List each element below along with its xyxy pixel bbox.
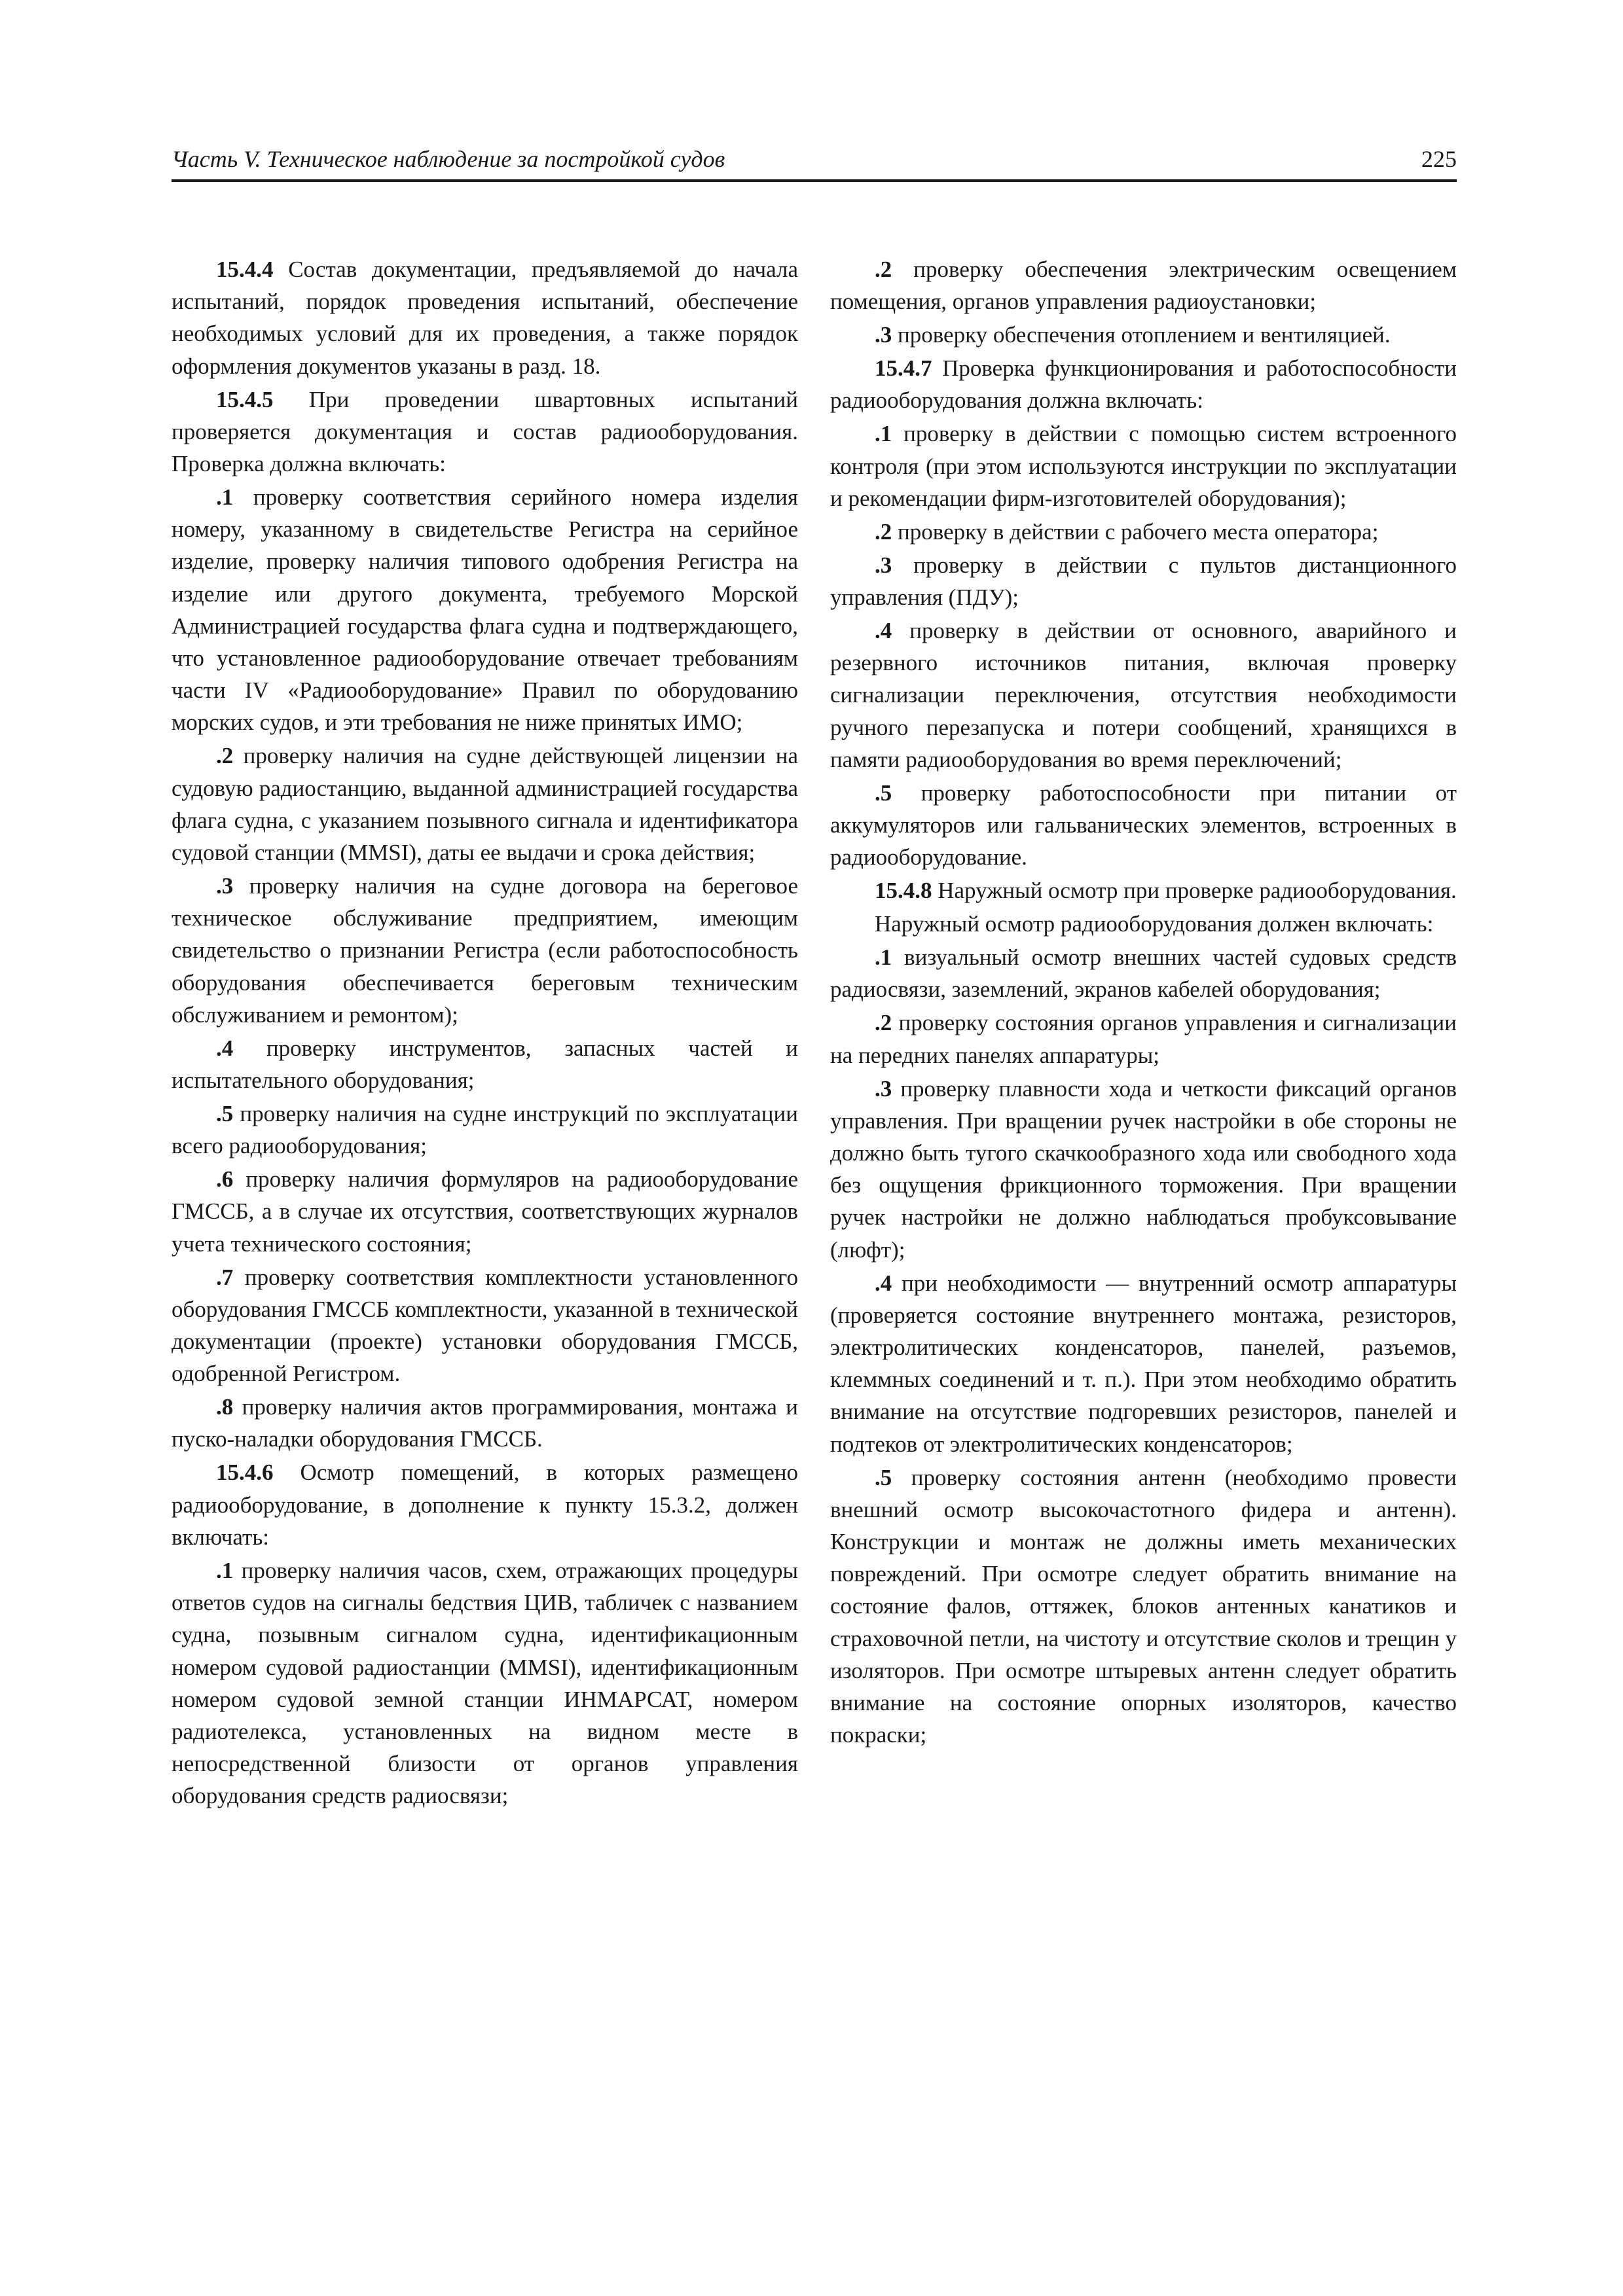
paragraph-text: проверку в действии с помощью систем встроенного контроля (при этом используются инструкции по эксплуатации и рекомендации фирм-изготовителей оборудования); <box>830 421 1457 511</box>
item-number: .2 <box>875 518 892 545</box>
header-title: Часть V. Техническое наблюдение за постройкой судов <box>172 146 725 172</box>
paragraph-text: Наружный осмотр радиооборудования должен включать: <box>875 911 1434 937</box>
paragraph <box>172 1163 798 1260</box>
running-header <box>172 147 1457 182</box>
item-number: .1 <box>875 421 892 447</box>
item-number: .6 <box>216 1166 234 1193</box>
paragraph <box>172 1032 798 1096</box>
paragraph-text: проверку наличия на судне действующей лицензии на судовую радиостанцию, выданной администрацией государства флага судна, с указанием позывного сигнала и идентификатора судовой станции (MMSI), даты ее выдачи и срока действия; <box>172 743 798 866</box>
paragraph-text: проверку наличия актов программирования, монтажа и пуско-наладки оборудования ГМССБ. <box>172 1394 798 1452</box>
paragraph <box>830 253 1457 317</box>
paragraph-text: проверку состояния антенн (необходимо провести внешний осмотр высокочастотного фидера и антенн). Конструкции и монтаж не должны иметь механических повреждений. При осмотре следует обратить внимание на состояние фалов, оттяжек, блоков антенных канатиков и страховочной петли, на чистоту и отсутствие сколов и трещин у изоляторов. При осмотре штыревых антенн следует обратить внимание на состояние опорных изоляторов, качество покраски; <box>830 1464 1457 1748</box>
paragraph <box>172 1261 798 1390</box>
item-number: .5 <box>875 1464 892 1490</box>
item-number: 15.4.8 <box>875 878 932 904</box>
item-number: .2 <box>216 743 234 769</box>
item-number: .4 <box>875 1270 892 1296</box>
paragraph-text: Проверка функционирования и работоспособности радиооборудования должна включать: <box>830 355 1457 414</box>
paragraph-text: проверку работоспособности при питании от аккумуляторов или гальванических элементов, встроенных в радиооборудование. <box>830 780 1457 870</box>
item-number: 15.4.7 <box>875 355 932 382</box>
paragraph-text: проверку наличия формуляров на радиооборудование ГМССБ, а в случае их отсутствия, соответствующих журналов учета технического состояния; <box>172 1166 798 1257</box>
item-number: .4 <box>216 1035 234 1061</box>
paragraph <box>172 1391 798 1455</box>
paragraph-text: визуальный осмотр внешних частей судовых средств радиосвязи, заземлений, экранов кабелей оборудования; <box>830 944 1457 1003</box>
paragraph-text: проверку инструментов, запасных частей и испытательного оборудования; <box>172 1035 798 1094</box>
item-number: .3 <box>216 873 234 899</box>
item-number: .1 <box>216 1557 234 1583</box>
paragraph-text: при необходимости — внутренний осмотр аппаратуры (проверяется состояние внутреннего монтажа, резисторов, электролитических конденсаторов, панелей, разъемов, клеммных соединений и т. п.). При этом необходимо обратить внимание на отсутствие подгоревших резисторов, панелей и подтеков от электролитических конденсаторов; <box>830 1270 1457 1457</box>
paragraph-text: проверку соответствия комплектности установленного оборудования ГМССБ комплектности, указанной в технической документации (проекте) установки оборудования ГМССБ, одобренной Регистром. <box>172 1264 798 1387</box>
paragraph <box>172 253 798 382</box>
item-number: .2 <box>875 257 892 282</box>
paragraph <box>830 352 1457 416</box>
paragraph-text: проверку в действии от основного, аварийного и резервного источников питания, включая проверку сигнализации переключения, отсутствия необходимости ручного перезапуска и потери сообщений, хранящихся в памяти радиооборудования во время переключений; <box>830 618 1457 772</box>
paragraph <box>830 777 1457 874</box>
paragraph-text: Осмотр помещений, в которых размещено радиооборудование, в дополнение к пункту 15.3.2, должен включать: <box>172 1460 798 1550</box>
right-column <box>830 253 1457 1752</box>
paragraph-text: проверку наличия часов, схем, отражающих процедуры ответов судов на сигналы бедствия ЦИВ, табличек с названием судна, позывным сигналом судна, идентификационным номером судовой радиостанции (MMSI), идентификационным номером судовой земной станции ИНМАРСАТ, номером радиотелекса, установленных на видном месте в непосредственной близости от органов управления оборудования средств радиосвязи; <box>172 1557 798 1809</box>
paragraph <box>172 1098 798 1162</box>
paragraph-text: проверку соответствия серийного номера изделия номеру, указанному в свидетельстве Регистра на серийное изделие, проверку наличия типового одобрения Регистра на изделие или другого документа, требуемого Морской Администрацией государства флага судна и подтверждающего, что установленное радиооборудование отвечает требованиям части IV «Радиооборудование» Правил по оборудованию морских судов, и эти требования не ниже принятых ИМО; <box>172 484 798 736</box>
item-number: .5 <box>216 1101 234 1127</box>
paragraph-text: проверку в действии с пультов дистанционного управления (ПДУ); <box>830 552 1457 611</box>
item-number: .4 <box>875 618 892 644</box>
paragraph-text: проверку плавности хода и четкости фиксаций органов управления. При вращении ручек настройки в обе стороны не должно быть тугого скачкообразного хода или свободного хода без ощущения фрикционного торможения. При вращении ручек настройки не должно наблюдаться пробуксовывание (люфт); <box>830 1075 1457 1263</box>
paragraph <box>830 1462 1457 1751</box>
paragraph <box>172 740 798 869</box>
paragraph <box>830 874 1457 906</box>
paragraph-text: При проведении швартовных испытаний проверяется документация и состав радиооборудования. Проверка должна включать: <box>172 386 798 477</box>
paragraph <box>830 418 1457 514</box>
item-number: .3 <box>875 1075 892 1102</box>
paragraph <box>830 1267 1457 1460</box>
paragraph <box>830 615 1457 776</box>
paragraph <box>830 908 1457 940</box>
paragraph <box>172 1554 798 1812</box>
paragraph <box>830 516 1457 548</box>
paragraph <box>830 549 1457 613</box>
paragraph-text: Состав документации, предъявляемой до начала испытаний, порядок проведения испытаний, обеспечение необходимых условий для их проведения, а также порядок оформления документов указаны в разд. 18. <box>172 257 798 379</box>
left-column <box>172 253 798 1813</box>
item-number: 15.4.6 <box>216 1460 274 1486</box>
paragraph-text: проверку обеспечения отоплением и вентиляцией. <box>892 322 1391 348</box>
paragraph-text: проверку состояния органов управления и сигнализации на передних панелях аппаратуры; <box>830 1010 1457 1068</box>
paragraph <box>172 1456 798 1553</box>
paragraph <box>172 870 798 1031</box>
paragraph <box>830 1073 1457 1266</box>
paragraph <box>830 941 1457 1005</box>
paragraph-text: проверку наличия на судне договора на береговое техническое обслуживание предприятием, имеющим свидетельство о признании Регистра (если работоспособность оборудования обеспечивается береговым техническим обслуживанием и ремонтом); <box>172 873 798 1028</box>
item-number: .1 <box>216 484 234 511</box>
paragraph-text: проверку в действии с рабочего места оператора; <box>892 518 1379 545</box>
paragraph-text: проверку обеспечения электрическим освещением помещения, органов управления радиоустановки; <box>830 257 1457 315</box>
paragraph <box>830 319 1457 351</box>
item-number: .1 <box>875 944 892 971</box>
page-number: 225 <box>1421 146 1457 172</box>
item-number: .7 <box>216 1264 234 1290</box>
item-number: .3 <box>875 322 892 348</box>
item-number: .5 <box>875 780 892 806</box>
item-number: 15.4.5 <box>216 386 274 412</box>
paragraph <box>172 384 798 480</box>
item-number: .8 <box>216 1394 234 1420</box>
item-number: 15.4.4 <box>216 257 274 282</box>
paragraph-text: Наружный осмотр при проверке радиооборудования. <box>932 878 1457 904</box>
item-number: .3 <box>875 552 892 578</box>
item-number: .2 <box>875 1010 892 1036</box>
paragraph-text: проверку наличия на судне инструкций по эксплуатации всего радиооборудования; <box>172 1101 798 1159</box>
paragraph <box>830 1007 1457 1071</box>
paragraph <box>172 481 798 739</box>
